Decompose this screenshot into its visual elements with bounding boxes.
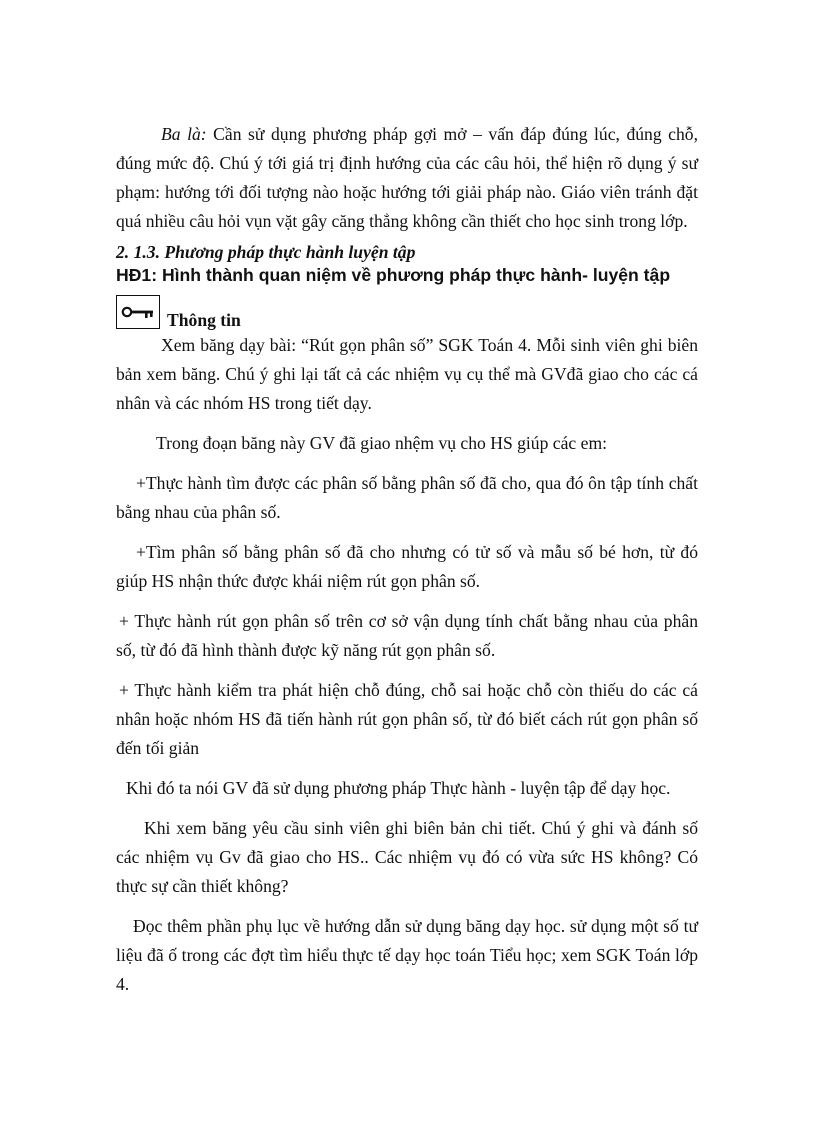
paragraph-ba-la — [116, 120, 698, 236]
paragraph-further-reading: Đọc thêm phần phụ lục về hướng dẫn sử dụng băng dạy học. sử dụng một số tư liệu đã ố trong các đợt tìm hiểu thực tế dạy học toán Tiểu học; xem SGK Toán lớp 4. — [116, 916, 698, 994]
info-block — [116, 295, 698, 329]
paragraph-requirements: Khi xem băng yêu cầu sinh viên ghi biên bản chi tiết. Chú ý ghi và đánh số các nhiệm vụ Gv đã giao cho HS.. Các nhiệm vụ đó có vừa sức HS không? Có thực sự cần thiết không? — [116, 818, 698, 896]
key-icon-graphic — [121, 303, 155, 321]
list-item-task-1: +Thực hành tìm được các phân số bằng phân số đã cho, qua đó ôn tập tính chất bằng nhau của phân số. — [116, 473, 698, 522]
document-page — [116, 120, 698, 999]
list-item-task-2: +Tìm phân số bằng phân số đã cho nhưng có tử số và mẫu số bé hơn, từ đó giúp HS nhận thức được khái niệm rút gọn phân số. — [116, 542, 698, 591]
info-label: Thông tin — [167, 310, 241, 330]
paragraph-lead: Ba là: — [161, 124, 207, 144]
activity-heading: HĐ1: Hình thành quan niệm về phương pháp thực hành- luyện tập — [116, 265, 671, 285]
section-title: 2. 1.3. Phương pháp thực hành luyện tập — [116, 242, 416, 262]
list-item-task-3: + Thực hành rút gọn phân số trên cơ sở vận dụng tính chất bằng nhau của phân số, từ đó đã hình thành được kỹ năng rút gọn phân số. — [116, 611, 698, 660]
key-icon — [116, 295, 160, 329]
list-item-task-4: + Thực hành kiểm tra phát hiện chỗ đúng, chỗ sai hoặc chỗ còn thiếu do các cá nhân hoặc nhóm HS đã tiến hành rút gọn phân số, từ đó biết cách rút gọn phân số đến tối giản — [116, 680, 698, 758]
paragraph-text: Cần sử dụng phương pháp gợi mở – vấn đáp đúng lúc, đúng chỗ, đúng mức độ. Chú ý tới giá trị định hướng của các câu hỏi, thể hiện rõ dụng ý sư phạm: hướng tới đối tượng nào hoặc hướng tới giải pháp nào. Giáo viên tránh đặt quá nhiều câu hỏi vụn vặt gây căng thẳng không cần thiết cho học sinh trong lớp. — [116, 124, 698, 231]
paragraph-tasks-intro: Trong đoạn băng này GV đã giao nhệm vụ cho HS giúp các em: — [156, 433, 608, 453]
paragraph-watch-video: Xem băng dạy bài: “Rút gọn phân số” SGK Toán 4. Mỗi sinh viên ghi biên bản xem băng. Chú ý ghi lại tất cả các nhiệm vụ cụ thể mà GVđã giao cho các cá nhân và các nhóm HS trong tiết dạy. — [116, 335, 698, 413]
paragraph-conclusion: Khi đó ta nói GV đã sử dụng phương pháp Thực hành - luyện tập để dạy học. — [126, 778, 671, 798]
